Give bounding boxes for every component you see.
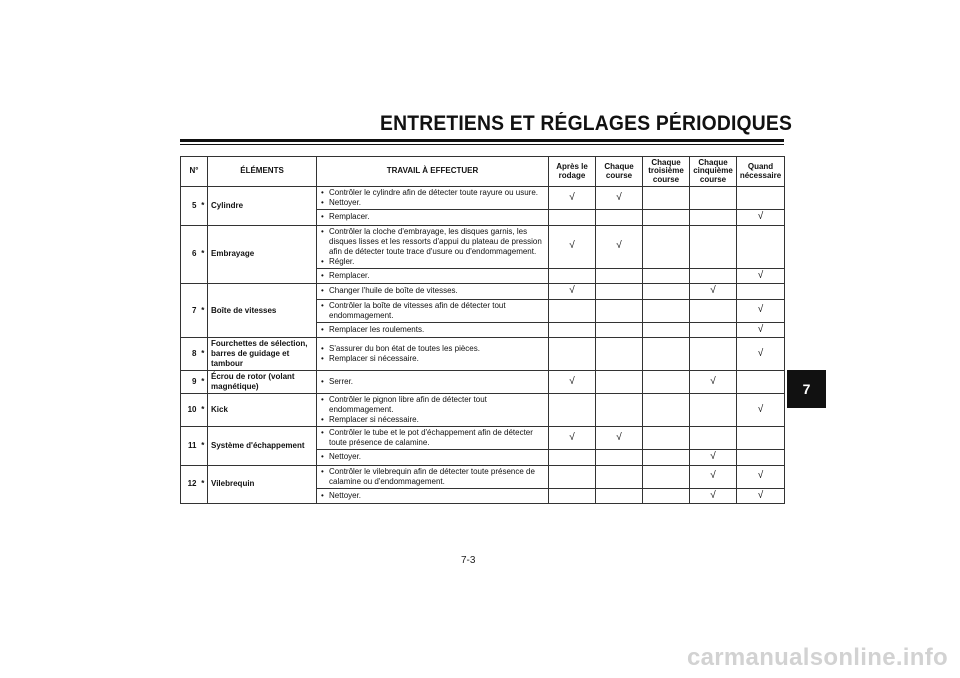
col-header-after-break-in: Après le rodage	[549, 157, 596, 187]
item-asterisk: *	[199, 338, 208, 371]
check-mark: √	[690, 450, 737, 466]
col-header-every-third-race: Chaque troisième course	[643, 157, 690, 187]
check-mark: √	[737, 394, 785, 427]
item-element: Embrayage	[208, 225, 317, 284]
item-asterisk: *	[199, 187, 208, 226]
check-mark: √	[737, 488, 785, 504]
item-element: Kick	[208, 394, 317, 427]
table-row	[181, 371, 785, 394]
empty-interval-cell	[549, 322, 596, 338]
check-mark: √	[737, 268, 785, 284]
work-cell	[317, 187, 549, 210]
empty-interval-cell	[643, 187, 690, 210]
empty-interval-cell	[690, 338, 737, 371]
empty-interval-cell	[643, 322, 690, 338]
check-mark: √	[549, 284, 596, 300]
empty-interval-cell	[643, 268, 690, 284]
table-row	[181, 338, 785, 371]
empty-interval-cell	[549, 338, 596, 371]
empty-interval-cell	[690, 427, 737, 450]
check-mark: √	[690, 488, 737, 504]
table-header-row	[181, 157, 785, 187]
check-mark: √	[596, 225, 643, 268]
empty-interval-cell	[549, 299, 596, 322]
empty-interval-cell	[643, 225, 690, 268]
empty-interval-cell	[643, 210, 690, 226]
check-mark: √	[596, 427, 643, 450]
work-item: • Contrôler le cylindre afin de détecter toute rayure ou usure.	[321, 188, 546, 198]
table-row	[181, 225, 785, 268]
empty-interval-cell	[596, 268, 643, 284]
work-cell	[317, 338, 549, 371]
check-mark: √	[690, 371, 737, 394]
title-rule-thin	[180, 144, 784, 145]
item-number: 12	[181, 465, 199, 504]
work-cell	[317, 465, 549, 488]
watermark: carmanualsonline.info	[686, 644, 948, 671]
item-number: 7	[181, 284, 199, 338]
item-asterisk: *	[199, 394, 208, 427]
empty-interval-cell	[690, 225, 737, 268]
work-item: • Changer l'huile de boîte de vitesses.	[321, 286, 546, 296]
item-asterisk: *	[199, 371, 208, 394]
empty-interval-cell	[596, 210, 643, 226]
work-cell	[317, 322, 549, 338]
check-mark: √	[549, 427, 596, 450]
item-asterisk: *	[199, 465, 208, 504]
check-mark: √	[690, 465, 737, 488]
col-header-as-required: Quand nécessaire	[737, 157, 785, 187]
col-header-every-race: Chaque course	[596, 157, 643, 187]
empty-interval-cell	[690, 187, 737, 210]
empty-interval-cell	[643, 284, 690, 300]
work-item: • Nettoyer.	[321, 491, 546, 501]
item-number: 5	[181, 187, 199, 226]
work-cell	[317, 299, 549, 322]
check-mark: √	[596, 187, 643, 210]
empty-interval-cell	[737, 284, 785, 300]
empty-interval-cell	[643, 338, 690, 371]
check-mark: √	[690, 284, 737, 300]
item-element: Vilebrequin	[208, 465, 317, 504]
work-item: • Nettoyer.	[321, 452, 546, 462]
empty-interval-cell	[596, 450, 643, 466]
empty-interval-cell	[643, 465, 690, 488]
work-item: • Contrôler le vilebrequin afin de détecter toute présence de calamine ou d'endommagement.	[321, 467, 546, 487]
work-item: • Remplacer les roulements.	[321, 325, 546, 335]
empty-interval-cell	[596, 465, 643, 488]
empty-interval-cell	[690, 299, 737, 322]
empty-interval-cell	[643, 450, 690, 466]
empty-interval-cell	[690, 394, 737, 427]
work-item: • Remplacer.	[321, 271, 546, 281]
empty-interval-cell	[690, 210, 737, 226]
table-row	[181, 394, 785, 427]
item-number: 9	[181, 371, 199, 394]
empty-interval-cell	[549, 488, 596, 504]
empty-interval-cell	[643, 299, 690, 322]
empty-interval-cell	[596, 488, 643, 504]
work-item: • Remplacer si nécessaire.	[321, 415, 546, 425]
item-element: Cylindre	[208, 187, 317, 226]
page-title: ENTRETIENS ET RÉGLAGES PÉRIODIQUES	[380, 112, 793, 135]
work-cell	[317, 284, 549, 300]
work-cell	[317, 427, 549, 450]
check-mark: √	[737, 299, 785, 322]
empty-interval-cell	[737, 187, 785, 210]
check-mark: √	[737, 465, 785, 488]
empty-interval-cell	[596, 322, 643, 338]
empty-interval-cell	[737, 450, 785, 466]
page-number: 7-3	[461, 555, 476, 566]
table-body	[181, 187, 785, 504]
work-item: • Nettoyer.	[321, 198, 546, 208]
item-asterisk: *	[199, 427, 208, 466]
check-mark: √	[737, 210, 785, 226]
chapter-tab: 7	[787, 370, 826, 408]
item-element: Boîte de vitesses	[208, 284, 317, 338]
work-cell	[317, 210, 549, 226]
item-number: 11	[181, 427, 199, 466]
empty-interval-cell	[643, 394, 690, 427]
empty-interval-cell	[643, 371, 690, 394]
check-mark: √	[549, 371, 596, 394]
empty-interval-cell	[596, 284, 643, 300]
work-item: • S'assurer du bon état de toutes les pièces.	[321, 344, 546, 354]
work-item: • Contrôler la boîte de vitesses afin de détecter tout endommagement.	[321, 301, 546, 321]
work-item: • Serrer.	[321, 377, 546, 387]
empty-interval-cell	[549, 394, 596, 427]
table-row	[181, 465, 785, 488]
check-mark: √	[549, 187, 596, 210]
empty-interval-cell	[549, 268, 596, 284]
work-cell	[317, 450, 549, 466]
check-mark: √	[549, 225, 596, 268]
empty-interval-cell	[690, 268, 737, 284]
empty-interval-cell	[549, 450, 596, 466]
col-header-work: TRAVAIL À EFFECTUER	[317, 157, 549, 187]
empty-interval-cell	[549, 465, 596, 488]
check-mark: √	[737, 322, 785, 338]
col-header-every-fifth-race: Chaque cinquième course	[690, 157, 737, 187]
empty-interval-cell	[596, 299, 643, 322]
table-row	[181, 187, 785, 210]
title-rule-thick	[180, 139, 784, 142]
empty-interval-cell	[596, 338, 643, 371]
item-element: Écrou de rotor (volant magnétique)	[208, 371, 317, 394]
item-number: 6	[181, 225, 199, 284]
item-number: 10	[181, 394, 199, 427]
empty-interval-cell	[737, 225, 785, 268]
empty-interval-cell	[690, 322, 737, 338]
work-item: • Contrôler le pignon libre afin de détecter tout endommagement.	[321, 395, 546, 415]
item-element: Fourchettes de sélection, barres de guidage et tambour	[208, 338, 317, 371]
col-header-no: N°	[181, 157, 208, 187]
work-item: • Contrôler la cloche d'embrayage, les disques garnis, les disques lisses et les ressorts d'appui du plateau de pression afin de détecter toute trace d'usure ou d'endommagement.	[321, 227, 546, 257]
table-row	[181, 427, 785, 450]
col-header-elements: ÉLÉMENTS	[208, 157, 317, 187]
work-cell	[317, 394, 549, 427]
work-cell	[317, 488, 549, 504]
item-number: 8	[181, 338, 199, 371]
work-cell	[317, 225, 549, 268]
empty-interval-cell	[596, 371, 643, 394]
empty-interval-cell	[596, 394, 643, 427]
empty-interval-cell	[643, 427, 690, 450]
work-item: • Remplacer si nécessaire.	[321, 354, 546, 364]
empty-interval-cell	[737, 427, 785, 450]
empty-interval-cell	[737, 371, 785, 394]
item-asterisk: *	[199, 225, 208, 284]
table-row	[181, 284, 785, 300]
work-item: • Remplacer.	[321, 212, 546, 222]
work-item: • Contrôler le tube et le pot d'échappement afin de détecter toute présence de calamine.	[321, 428, 546, 448]
check-mark: √	[737, 338, 785, 371]
empty-interval-cell	[643, 488, 690, 504]
item-asterisk: *	[199, 284, 208, 338]
work-item: • Régler.	[321, 257, 546, 267]
item-element: Système d'échappement	[208, 427, 317, 466]
maintenance-table	[180, 156, 785, 504]
work-cell	[317, 371, 549, 394]
work-cell	[317, 268, 549, 284]
empty-interval-cell	[549, 210, 596, 226]
